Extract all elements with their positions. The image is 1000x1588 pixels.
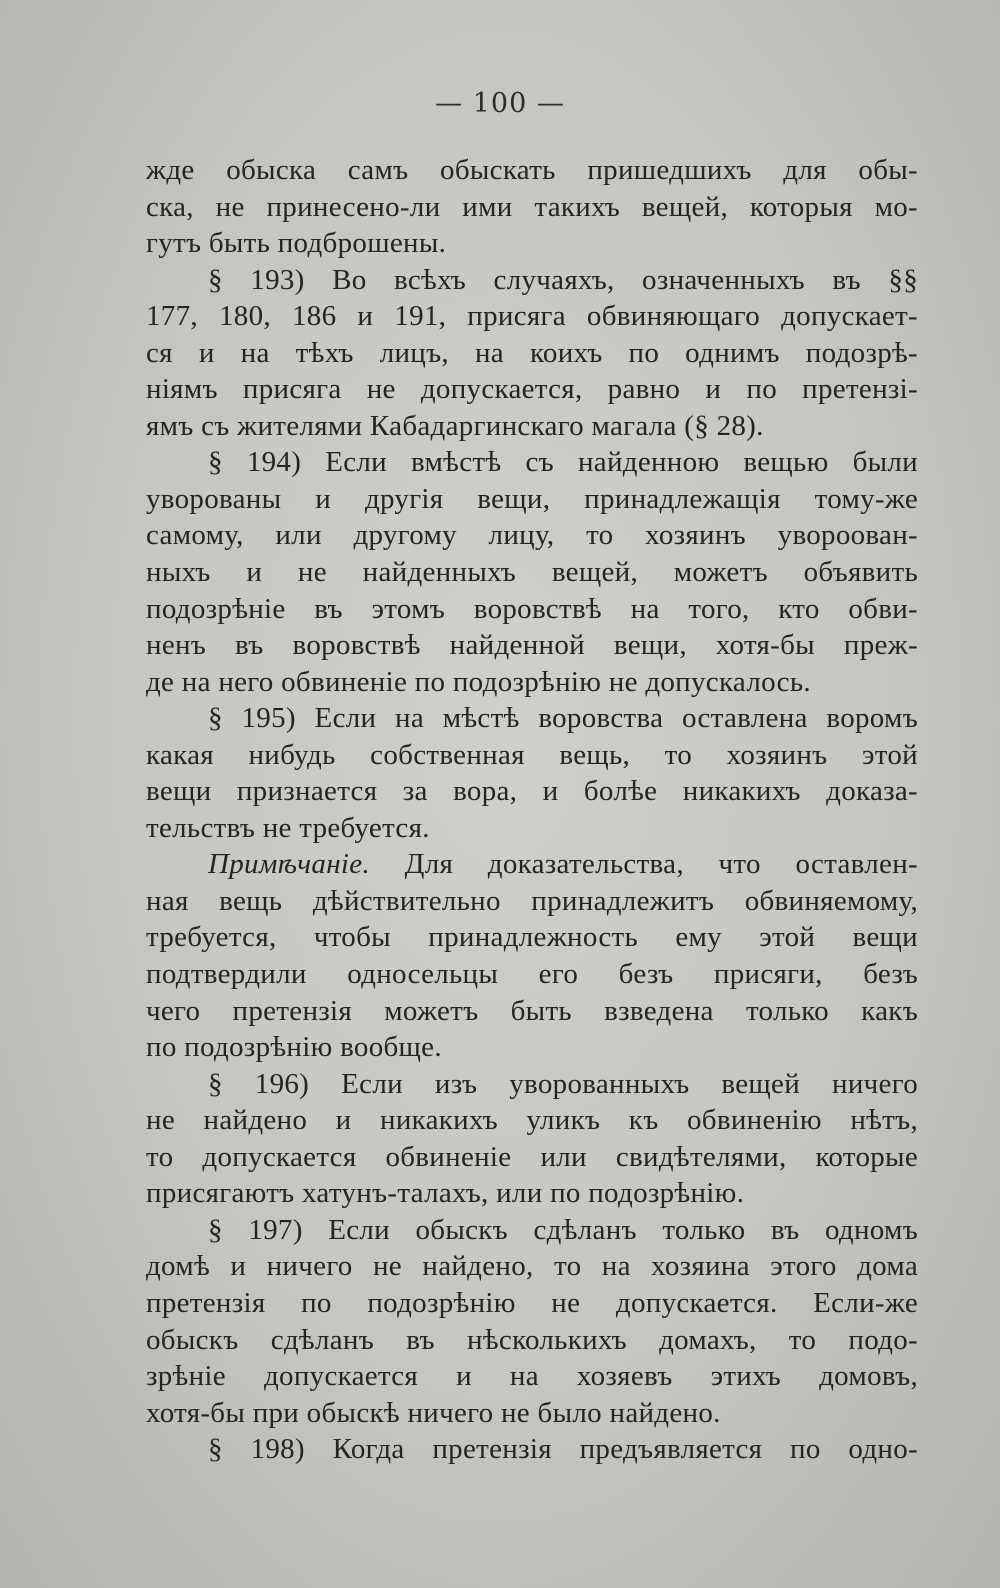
- text-line: тельствъ не требуется.: [146, 811, 430, 844]
- text-line: не найдено и никакихъ уликъ къ обвиненію нѣтъ,: [146, 1104, 918, 1137]
- section-194-line: § 194) Если вмѣстѣ съ найденною вещью были: [208, 446, 918, 479]
- note-line: [146, 846, 918, 883]
- text-line: какая нибудь собственная вещь, то хозяинъ этой: [146, 738, 918, 771]
- text-line: обыскъ сдѣланъ въ нѣсколькихъ домахъ, то подо-: [146, 1323, 918, 1356]
- note-term: Примѣчаніе.: [208, 848, 370, 881]
- text-line: подтвердили односельцы его безъ присяги, безъ: [146, 958, 918, 991]
- section-193-line: § 193) Во всѣхъ случаяхъ, означенныхъ въ §§: [208, 263, 918, 296]
- text-line: то допускается обвиненіе или свидѣтелями, которые: [146, 1140, 918, 1173]
- section-198-line: § 198) Когда претензія предъявляется по одно-: [208, 1433, 918, 1466]
- text-line: ныхъ и не найденныхъ вещей, можетъ объявить: [146, 556, 918, 589]
- text-line: подозрѣніе въ этомъ воровствѣ на того, кто обви-: [146, 592, 918, 625]
- section-196-line: § 196) Если изъ уворованныхъ вещей ничего: [208, 1067, 918, 1100]
- text-line: требуется, чтобы принадлежность ему этой вещи: [146, 921, 918, 954]
- page-number: — 100 —: [435, 88, 565, 119]
- note-text: Для доказательства, что оставлен-: [404, 848, 918, 881]
- text-line: претензія по подозрѣнію не допускается. Если-же: [146, 1286, 918, 1319]
- text-line: ніямъ присяга не допускается, равно и по претензі-: [146, 373, 918, 406]
- text-line: домѣ и ничего не найдено, то на хозяина этого дома: [146, 1250, 918, 1283]
- text-line: ямъ съ жителями Кабадаргинскаго магала (§ 28).: [146, 409, 764, 442]
- section-195-line: § 195) Если на мѣстѣ воровства оставлена воромъ: [208, 702, 918, 735]
- text-line: вещи признается за вора, и болѣе никакихъ доказа-: [146, 775, 918, 808]
- section-197-line: § 197) Если обыскъ сдѣланъ только въ одномъ: [208, 1213, 918, 1246]
- text-line: ска, не принесено-ли ими такихъ вещей, которыя мо-: [146, 190, 918, 223]
- text-line: де на него обвиненіе по подозрѣнію не допускалось.: [146, 665, 811, 698]
- text-line: ненъ въ воровствѣ найденной вещи, хотя-бы преж-: [146, 629, 918, 662]
- text-line: ся и на тѣхъ лицъ, на коихъ по однимъ подозрѣ-: [146, 336, 918, 369]
- text-line: чего претензія можетъ быть взведена только какъ: [146, 994, 918, 1027]
- text-line: 177, 180, 186 и 191, присяга обвиняющаго допускает-: [146, 300, 918, 333]
- text-line: присягаютъ хатунъ-талахъ, или по подозрѣнію.: [146, 1177, 745, 1210]
- text-line: жде обыска самъ обыскать пришедшихъ для обы-: [146, 154, 918, 186]
- body-text: [146, 152, 918, 1468]
- text-line: гутъ быть подброшены.: [146, 227, 447, 260]
- text-line: зрѣніе допускается и на хозяевъ этихъ домовъ,: [146, 1360, 918, 1393]
- text-line: самому, или другому лицу, то хозяинъ увороoван-: [146, 519, 918, 552]
- text-line: по подозрѣнію вообще.: [146, 1031, 442, 1064]
- text-line: ная вещь дѣйствительно принадлежитъ обвиняемому,: [146, 884, 918, 917]
- text-line: уворованы и другія вещи, принадлежащія тому-же: [146, 482, 918, 515]
- text-line: хотя-бы при обыскѣ ничего не было найдено.: [146, 1396, 721, 1429]
